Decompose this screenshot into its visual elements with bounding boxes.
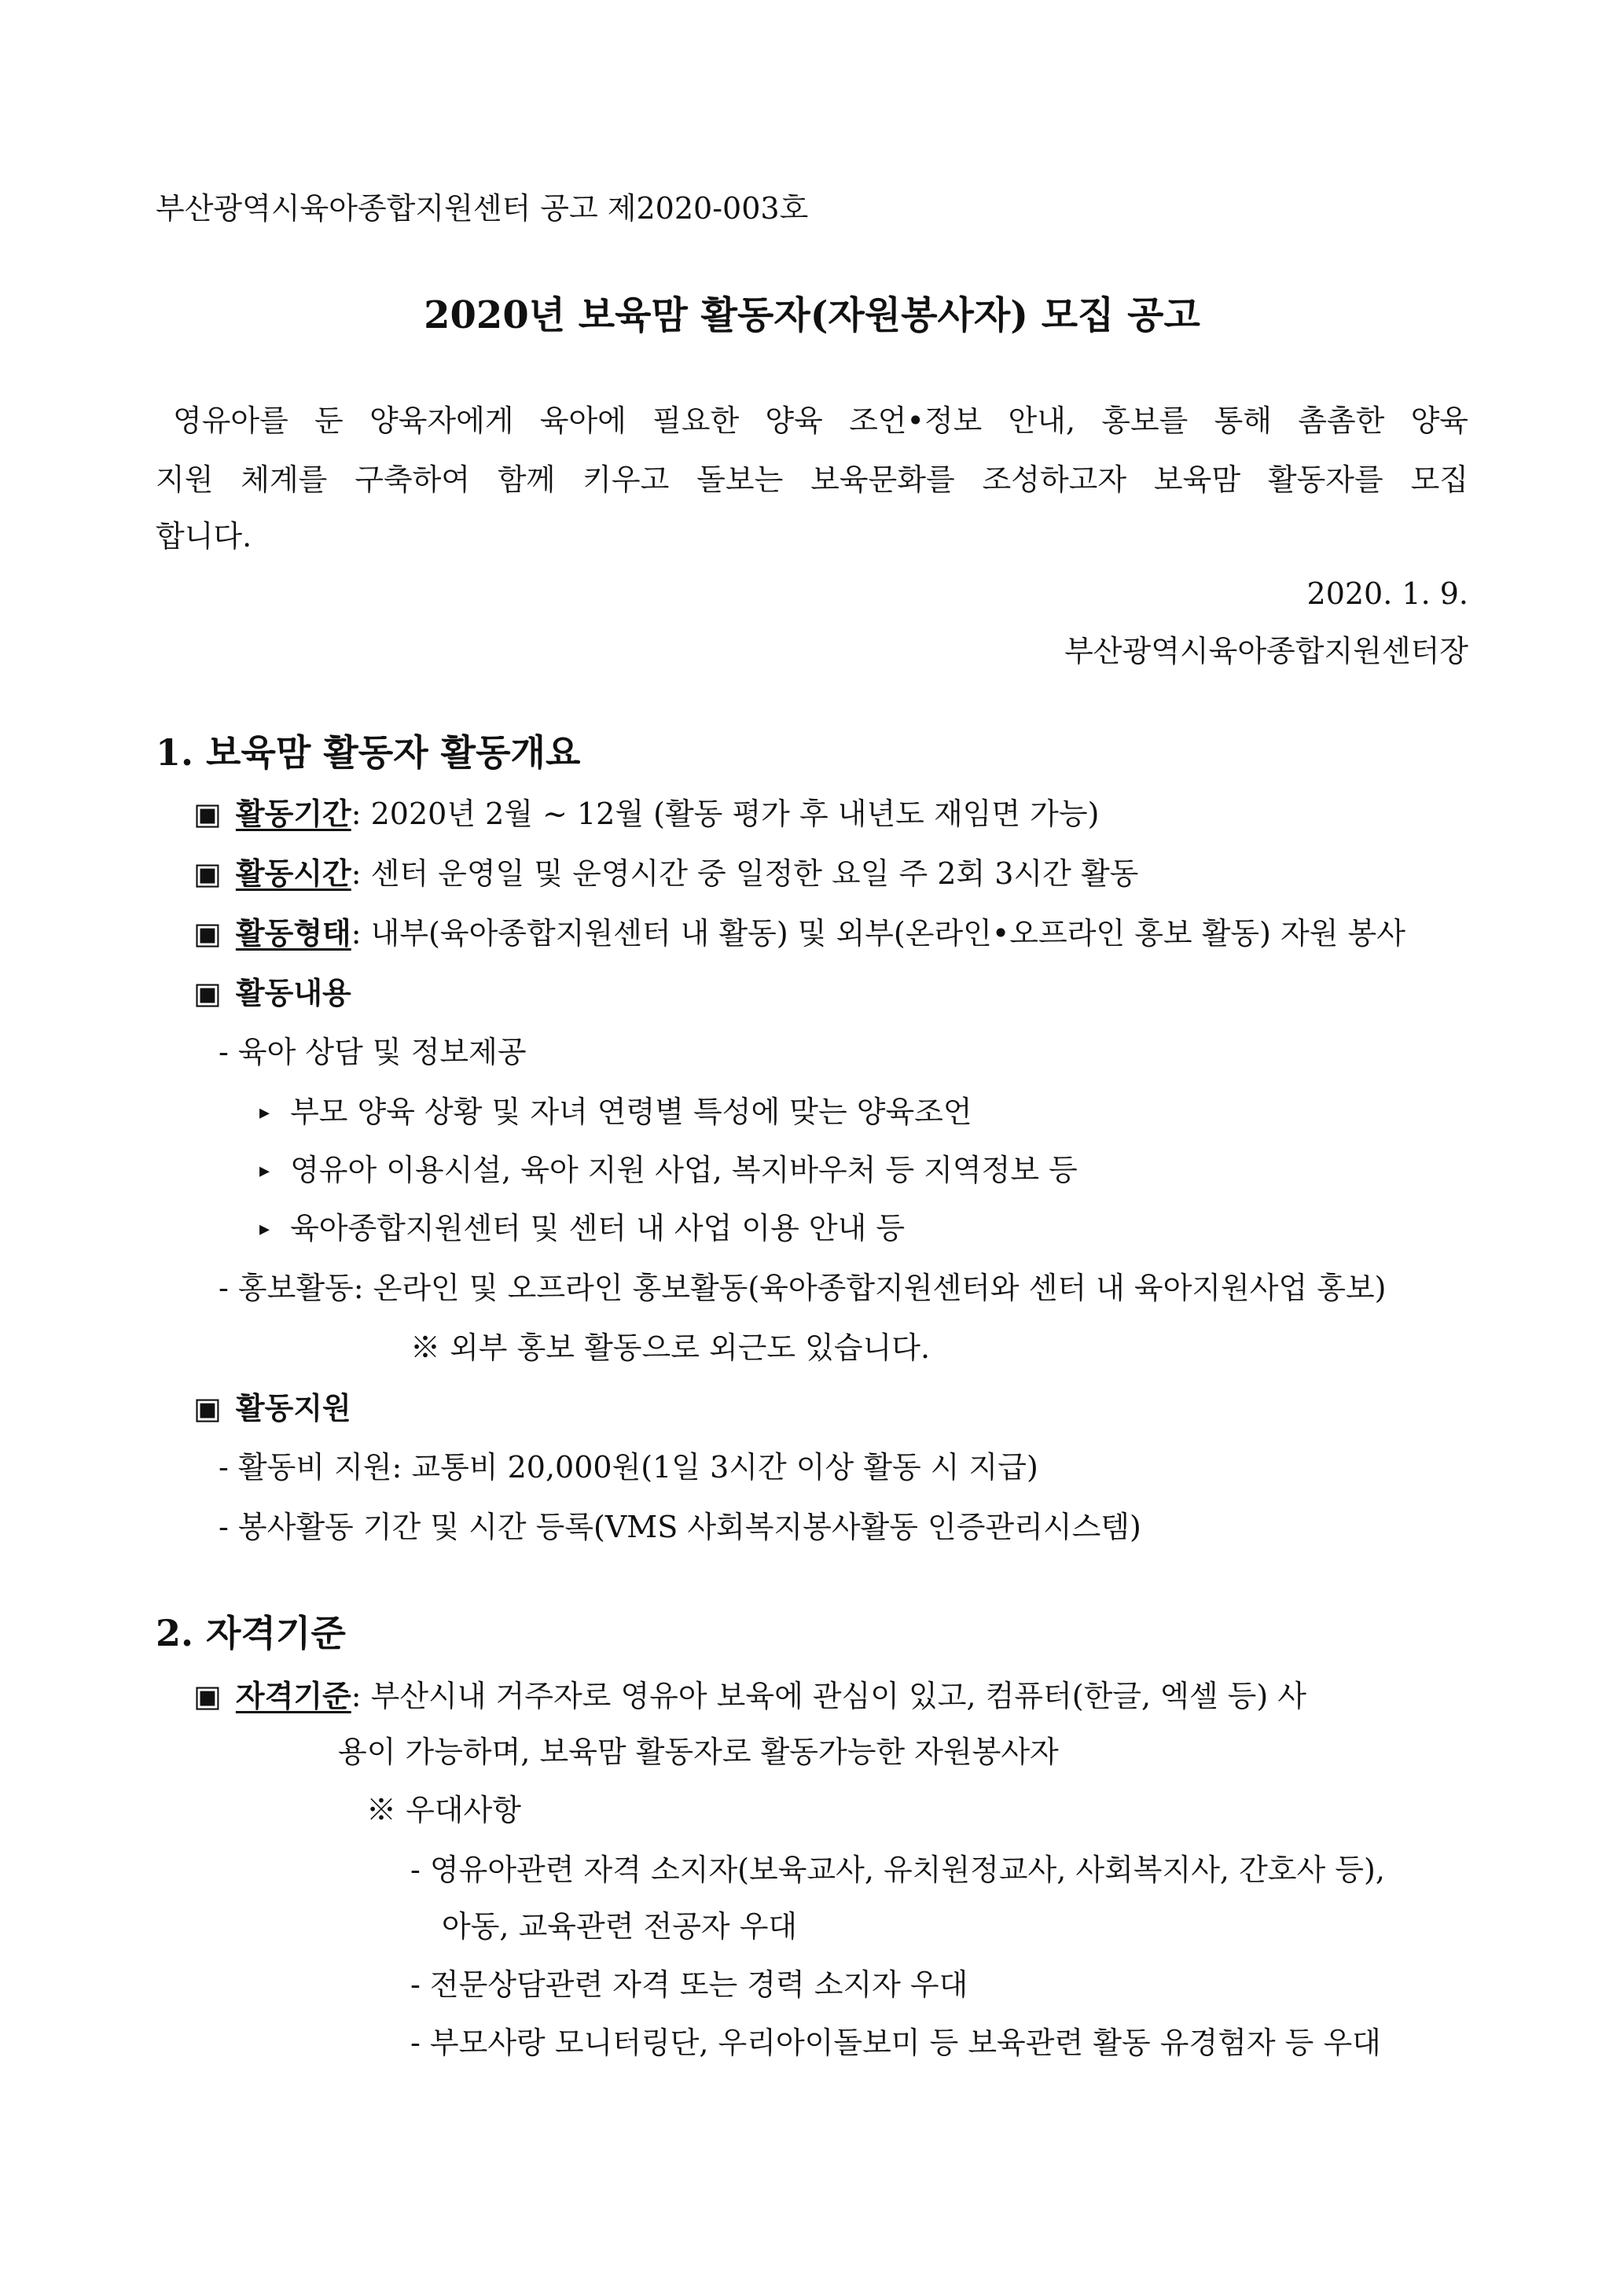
promo-item: - 홍보활동: 온라인 및 오프라인 홍보활동(육아종합지원센터와 센터 내 육아지원사업 홍보) — [219, 1271, 1387, 1305]
period-text: : 2020년 2월 ~ 12월 (활동 평가 후 내년도 재임면 가능) — [351, 797, 1100, 831]
support-label: 활동지원 — [235, 1390, 351, 1426]
qualification-text: : 부산시내 거주자로 영유아 보육에 관심이 있고, 컴퓨터(한글, 엑셀 등) 사 — [351, 1679, 1306, 1713]
square-bullet-icon: ▣ — [193, 1390, 222, 1426]
period-label: 활동기간 — [235, 796, 351, 831]
announcement-number: 부산광역시육아종합지원센터 공고 제2020-003호 — [156, 191, 809, 226]
square-bullet-icon: ▣ — [193, 915, 222, 951]
preference-item: - 영유아관련 자격 소지자(보육교사, 유치원정교사, 사회복지사, 간호사 등), — [410, 1853, 1385, 1887]
triangle-bullet-icon: ▸ — [259, 1217, 270, 1241]
preference-item-cont: 아동, 교육관련 전공자 우대 — [442, 1909, 798, 1944]
list-item: ▸ 부모 양육 상황 및 자녀 연령별 특성에 맞는 양육조언 — [259, 1095, 972, 1129]
section-1-heading: 1. 보육맘 활동자 활동개요 — [156, 731, 581, 774]
support-fee: - 활동비 지원: 교통비 20,000원(1일 3시간 이상 활동 시 지급) — [219, 1450, 1038, 1485]
preference-title: ※ 우대사항 — [366, 1793, 521, 1827]
list-item: ▸ 영유아 이용시설, 육아 지원 사업, 복지바우처 등 지역정보 등 — [259, 1153, 1078, 1187]
preference-item: - 전문상담관련 자격 또는 경력 소지자 우대 — [410, 1967, 968, 2002]
period-item — [193, 796, 1099, 833]
triangle-bullet-icon: ▸ — [259, 1159, 270, 1183]
section-2-heading: 2. 자격기준 — [156, 1612, 346, 1654]
square-bullet-icon: ▣ — [193, 796, 222, 831]
square-bullet-icon: ▣ — [193, 975, 222, 1010]
time-label: 활동시간 — [235, 855, 351, 891]
notice-date: 2020. 1. 9. — [1306, 576, 1468, 611]
square-bullet-icon: ▣ — [193, 1678, 222, 1713]
qualification-text-cont: 용이 가능하며, 보육맘 활동자로 활동가능한 자원봉사자 — [338, 1735, 1059, 1769]
intro-line-3: 합니다. — [156, 519, 252, 554]
issuer: 부산광역시육아종합지원센터장 — [1064, 634, 1468, 668]
content-label: 활동내용 — [235, 975, 351, 1010]
document-title: 2020년 보육맘 활동자(자원봉사자) 모집 공고 — [424, 293, 1200, 337]
triangle-bullet-icon: ▸ — [259, 1101, 270, 1124]
support-item — [193, 1390, 351, 1427]
intro-line-1: 영유아를 둔 양육자에게 육아에 필요한 양육 조언•정보 안내, 홍보를 통해 촘촘한 양육 — [173, 403, 1468, 438]
preference-item: - 부모사랑 모니터링단, 우리아이돌보미 등 보육관련 활동 유경험자 등 우대 — [410, 2026, 1381, 2060]
type-text: : 내부(육아종합지원센터 내 활동) 및 외부(온라인•오프라인 홍보 활동) 자원 봉사 — [351, 916, 1405, 951]
list-item: ▸ 육아종합지원센터 및 센터 내 사업 이용 안내 등 — [259, 1211, 906, 1246]
promo-note: ※ 외부 홍보 활동으로 외근도 있습니다. — [410, 1330, 931, 1365]
square-bullet-icon: ▣ — [193, 855, 222, 891]
counsel-item: - 육아 상담 및 정보제공 — [219, 1035, 527, 1069]
time-text: : 센터 운영일 및 운영시간 중 일정한 요일 주 2회 3시간 활동 — [351, 856, 1139, 891]
content-item — [193, 975, 351, 1012]
type-item — [193, 915, 1405, 952]
qualification-item — [193, 1678, 1306, 1715]
intro-line-2: 지원 체계를 구축하여 함께 키우고 돌보는 보육문화를 조성하고자 보육맘 활동자를 모집 — [156, 462, 1468, 497]
support-registration: - 봉사활동 기간 및 시간 등록(VMS 사회복지봉사활동 인증관리시스템) — [219, 1510, 1141, 1544]
type-label: 활동형태 — [235, 915, 351, 951]
qualification-label: 자격기준 — [235, 1678, 351, 1713]
time-item — [193, 855, 1138, 892]
